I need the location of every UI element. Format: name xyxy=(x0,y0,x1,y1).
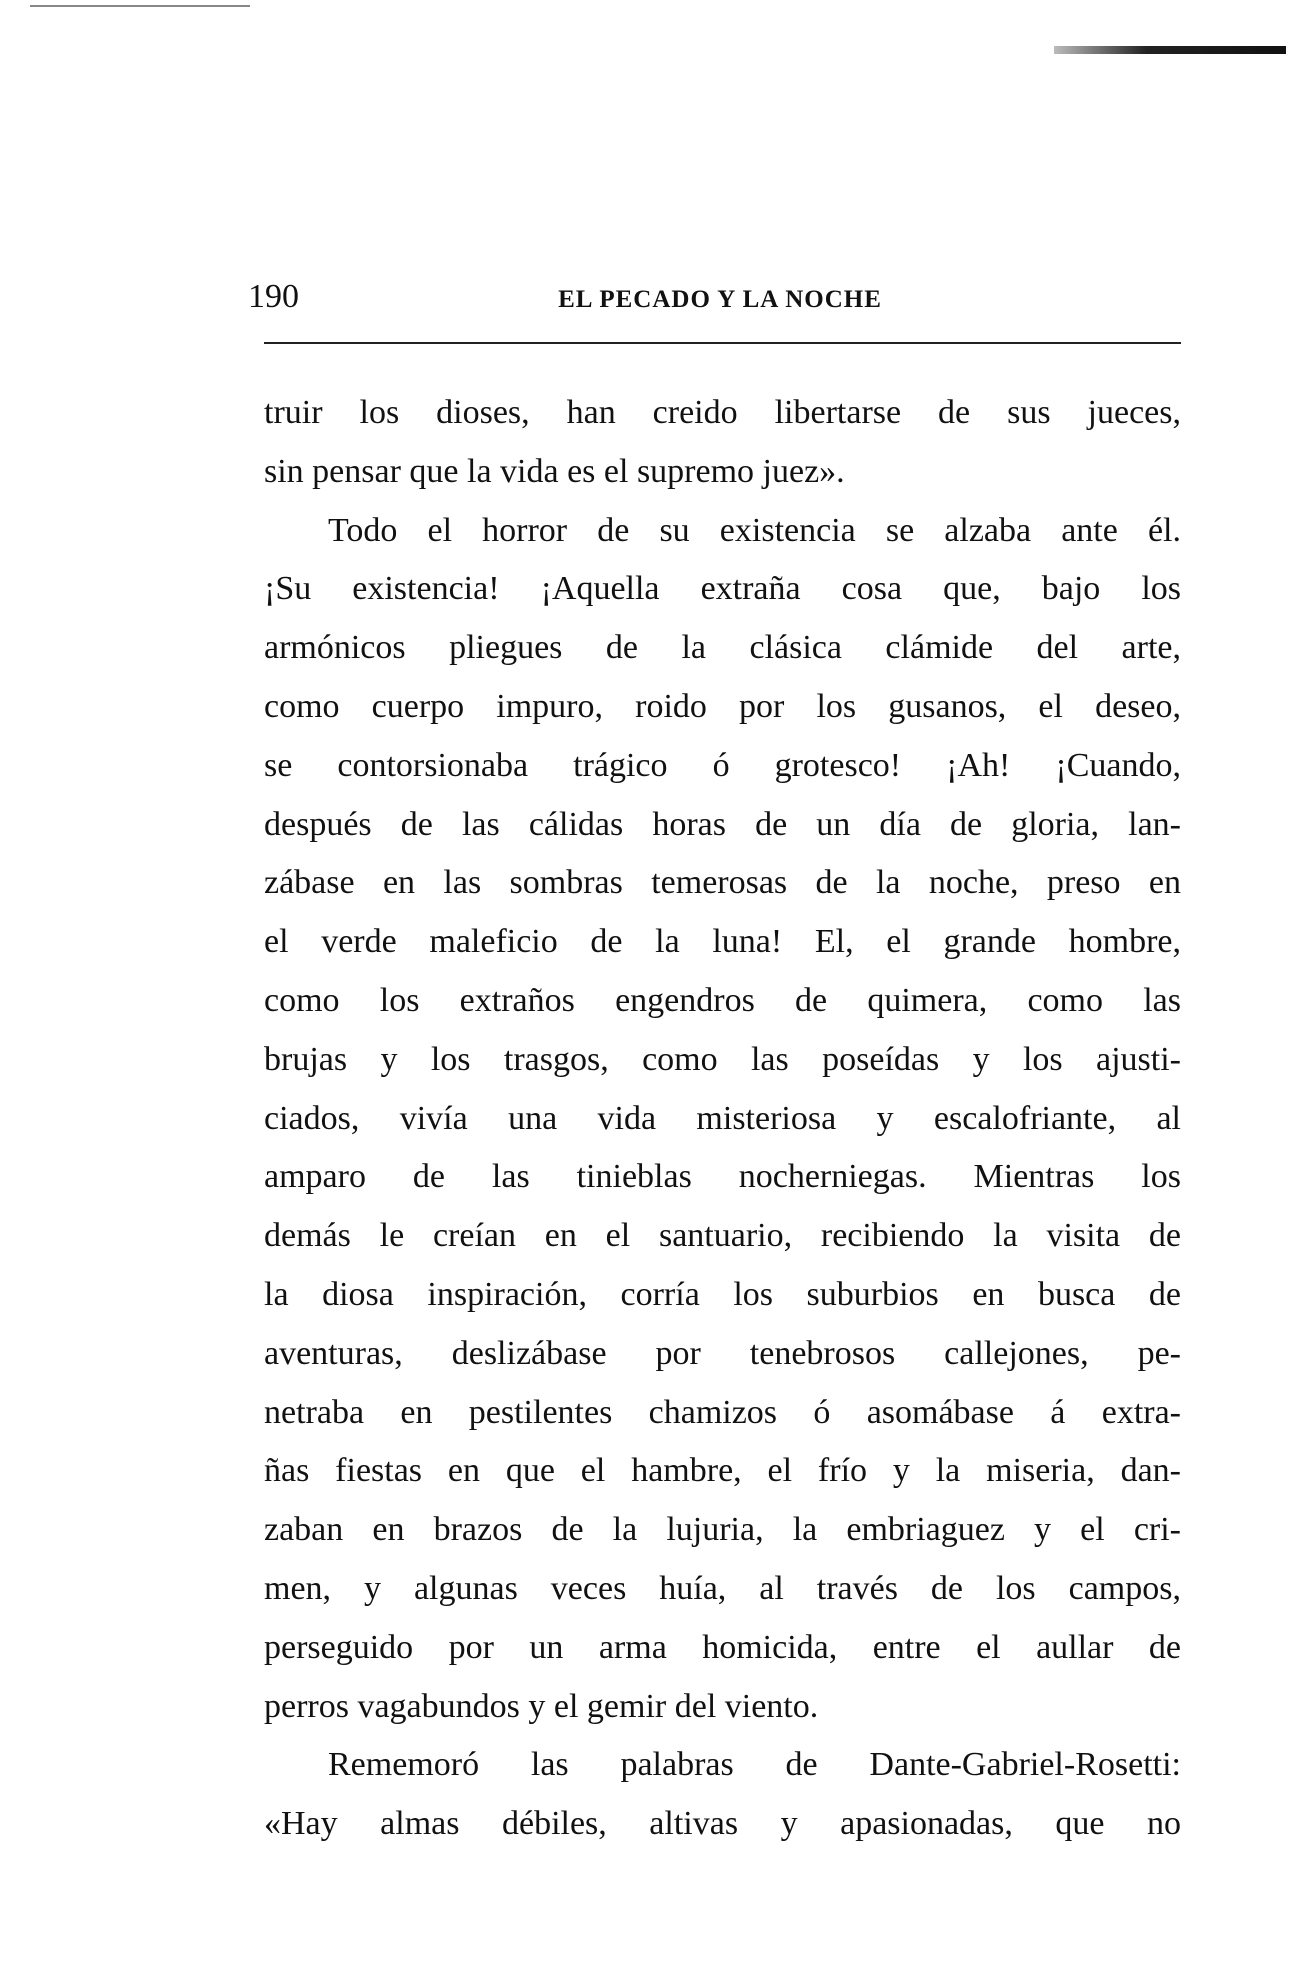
text-line: Todo el horror de su existencia se alzaba ante él. xyxy=(328,511,1181,549)
text-line: amparo de las tinieblas nocherniegas. Mientras los xyxy=(264,1158,1181,1196)
text-line: el verde maleficio de la luna! El, el grande hombre, xyxy=(264,923,1181,961)
body-text xyxy=(264,384,1181,1854)
text-line: perseguido por un arma homicida, entre el aullar de xyxy=(264,1628,1181,1666)
scan-edge-mark xyxy=(1054,46,1286,54)
text-line: ciados, vivía una vida misteriosa y escalofriante, al xyxy=(264,1099,1181,1137)
text-line: ¡Su existencia! ¡Aquella extraña cosa que, bajo los xyxy=(264,570,1181,608)
text-line: la diosa inspiración, corría los suburbios en busca de xyxy=(264,1275,1181,1313)
text-line: después de las cálidas horas de un día de gloria, lan- xyxy=(264,805,1181,843)
text-line: sin pensar que la vida es el supremo juez». xyxy=(264,452,845,490)
text-line: truir los dioses, han creido libertarse de sus jueces, xyxy=(264,394,1181,431)
text-line: zaban en brazos de la lujuria, la embriaguez y el cri- xyxy=(264,1511,1181,1549)
text-line: Rememoró las palabras de Dante-Gabriel-Rosetti: xyxy=(328,1746,1181,1784)
page-number: 190 xyxy=(248,278,299,315)
header-rule xyxy=(264,342,1181,344)
text-line: armónicos pliegues de la clásica clámide del arte, xyxy=(264,629,1181,667)
scan-edge-mark xyxy=(30,5,250,7)
text-line: «Hay almas débiles, altivas y apasionadas, que no xyxy=(264,1805,1181,1843)
text-line: zábase en las sombras temerosas de la noche, preso en xyxy=(264,864,1181,902)
text-line: netraba en pestilentes chamizos ó asomábase á extra- xyxy=(264,1393,1181,1431)
text-line: perros vagabundos y el gemir del viento. xyxy=(264,1687,819,1725)
text-line: como cuerpo impuro, roido por los gusanos, el deseo, xyxy=(264,687,1181,725)
text-line: aventuras, deslizábase por tenebrosos callejones, pe- xyxy=(264,1334,1181,1372)
text-line: men, y algunas veces huía, al través de los campos, xyxy=(264,1569,1181,1607)
text-line: se contorsionaba trágico ó grotesco! ¡Ah! ¡Cuando, xyxy=(264,746,1181,784)
text-line: demás le creían en el santuario, recibiendo la visita de xyxy=(264,1217,1181,1255)
text-line: ñas fiestas en que el hambre, el frío y la miseria, dan- xyxy=(264,1452,1181,1490)
running-title: EL PECADO Y LA NOCHE xyxy=(558,286,882,313)
text-line: como los extraños engendros de quimera, como las xyxy=(264,981,1181,1019)
text-line: brujas y los trasgos, como las poseídas y los ajusti- xyxy=(264,1040,1181,1078)
